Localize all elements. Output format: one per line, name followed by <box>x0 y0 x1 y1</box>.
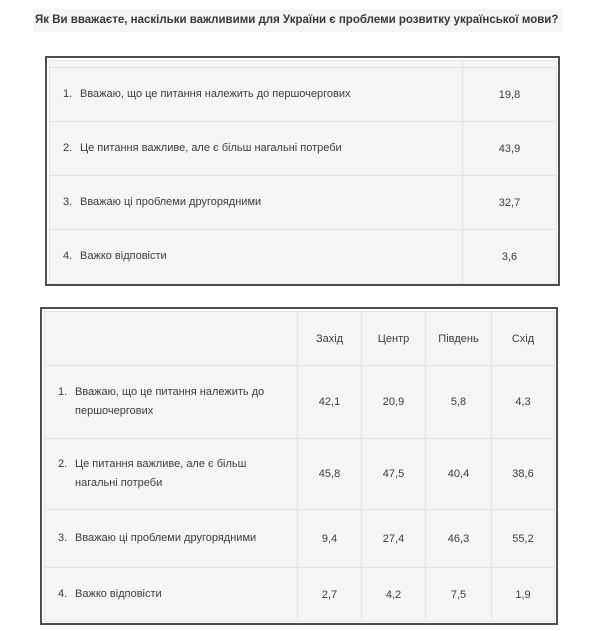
answer-option-cell <box>45 439 298 510</box>
answer-option-cell <box>45 510 298 568</box>
table-header-spacer-row <box>50 61 557 68</box>
table-row <box>50 230 557 284</box>
header-region-west: Захід <box>298 312 362 366</box>
overall-results-table-grid <box>49 60 557 284</box>
answer-option-cell <box>50 176 463 230</box>
percentage-cell: 42,1 <box>298 366 362 439</box>
answer-number: 1. <box>58 386 68 398</box>
table-header-row <box>45 312 555 366</box>
percentage-cell: 7,5 <box>426 568 492 622</box>
percentage-cell: 46,3 <box>426 510 492 568</box>
overall-results-table <box>45 56 560 286</box>
answer-option-cell <box>50 230 463 284</box>
table-row <box>50 122 557 176</box>
percentage-cell: 5,8 <box>426 366 492 439</box>
answer-option-cell <box>50 122 463 176</box>
percentage-cell: 45,8 <box>298 439 362 510</box>
answer-number: 4. <box>63 250 73 262</box>
answer-text: Вважаю ці проблеми другорядними <box>80 196 262 208</box>
answer-text: Вважаю ці проблеми другорядними <box>75 532 257 544</box>
percentage-cell: 55,2 <box>492 510 555 568</box>
table-row <box>45 510 555 568</box>
answer-number: 3. <box>63 196 73 208</box>
percentage-cell: 4,3 <box>492 366 555 439</box>
regional-results-table <box>40 307 558 625</box>
table-row <box>45 439 555 510</box>
answer-number: 4. <box>58 588 68 600</box>
percentage-cell: 9,4 <box>298 510 362 568</box>
header-empty-cell <box>45 312 298 366</box>
answer-option-cell <box>45 366 298 439</box>
answer-text: Важко відповісти <box>80 250 167 262</box>
percentage-cell: 38,6 <box>492 439 555 510</box>
spacer-cell <box>463 61 557 68</box>
percentage-cell: 47,5 <box>362 439 426 510</box>
table-row <box>50 176 557 230</box>
header-region-east: Схід <box>492 312 555 366</box>
percentage-cell: 27,4 <box>362 510 426 568</box>
header-region-center: Центр <box>362 312 426 366</box>
percentage-cell: 32,7 <box>463 176 557 230</box>
answer-option-cell <box>50 68 463 122</box>
percentage-cell: 4,2 <box>362 568 426 622</box>
header-region-south: Південь <box>426 312 492 366</box>
question-title: Як Ви вважаєте, наскільки важливими для України є проблеми розвитку української мови? <box>33 9 563 32</box>
table-row <box>45 568 555 622</box>
answer-text: Вважаю, що це питання належить до першочергових <box>80 88 351 100</box>
regional-results-table-grid <box>44 311 555 622</box>
answer-number: 1. <box>63 88 73 100</box>
answer-number: 2. <box>58 458 68 470</box>
answer-number: 3. <box>58 532 68 544</box>
percentage-cell: 19,8 <box>463 68 557 122</box>
percentage-cell: 2,7 <box>298 568 362 622</box>
answer-text: Це питання важливе, але є більш нагальні потреби <box>80 142 342 154</box>
answer-text: Це питання важливе, але є більш нагальні потреби <box>75 458 247 489</box>
percentage-cell: 3,6 <box>463 230 557 284</box>
answer-text: Вважаю, що це питання належить до першочергових <box>75 386 265 417</box>
table-row <box>50 68 557 122</box>
percentage-cell: 43,9 <box>463 122 557 176</box>
answer-option-cell <box>45 568 298 622</box>
spacer-cell <box>50 61 463 68</box>
percentage-cell: 20,9 <box>362 366 426 439</box>
table-row <box>45 366 555 439</box>
percentage-cell: 40,4 <box>426 439 492 510</box>
answer-number: 2. <box>63 142 73 154</box>
answer-text: Важко відповісти <box>75 588 162 600</box>
percentage-cell: 1,9 <box>492 568 555 622</box>
